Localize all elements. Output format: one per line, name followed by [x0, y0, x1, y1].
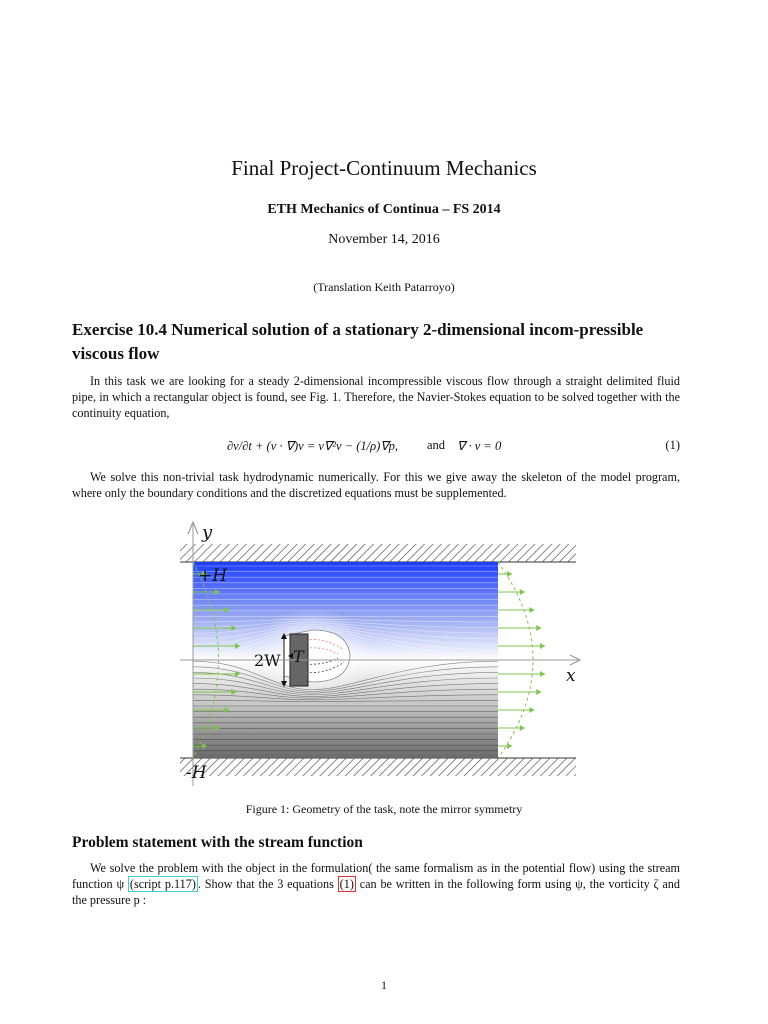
equation-momentum: ∂v/∂t + (v · ∇)v = ν∇²v − (1/ρ)∇p, [227, 439, 399, 453]
thickness-label: T [293, 647, 304, 666]
outlet-velocity-arrow [498, 689, 541, 695]
intro-paragraph: In this task we are looking for a steady 2-dimensional incompressible viscous flow through a straight delimited fluid pipe, in which a rectangular object is found, see Fig. 1. Therefore, the Navier-Stokes equation to be solved together with the continuity equation, [72, 374, 680, 420]
subsection-heading: Problem statement with the stream function [72, 834, 363, 851]
geometry-figure [172, 516, 584, 788]
section-heading: Exercise 10.4 Numerical solution of a stationary 2-dimensional incom-pressible viscous flow [72, 320, 644, 363]
course-subtitle: ETH Mechanics of Continua – FS 2014 [267, 202, 501, 217]
x-axis-label: x [566, 666, 576, 686]
outlet-velocity-arrow [498, 625, 541, 631]
outlet-velocity-arrow [498, 671, 545, 677]
outlet-velocity-arrow [498, 643, 545, 649]
translator-note: (Translation Keith Patarroyo) [313, 280, 455, 294]
outlet-velocity-arrow [498, 589, 525, 595]
page-number: 1 [381, 978, 387, 992]
para3-text-b: . Show that the 3 equations [197, 877, 338, 891]
para3-text-c: can be written in the following form using ψ, the vorticity ζ and the pressure p : [72, 877, 680, 907]
equation-number: (1) [665, 438, 680, 452]
navier-stokes-equation [72, 432, 680, 464]
document-date: November 14, 2016 [328, 232, 440, 247]
outlet-velocity-arrow [498, 607, 535, 613]
equation-reference-link[interactable]: (1) [339, 877, 354, 891]
outlet-velocity-arrow [498, 725, 525, 731]
script-citation-link[interactable]: (script p.117) [129, 877, 196, 891]
y-axis-label: y [202, 522, 213, 543]
equation-continuity: ∇ · v = 0 [457, 439, 502, 453]
width-label: 2W [254, 651, 281, 670]
minus-h-label: -H [186, 763, 207, 783]
plus-h-label: +H [198, 566, 228, 586]
para3-text-a: We solve the problem with the object in the formulation( the same formalism as in the potential flow) using the stream function ψ [72, 861, 680, 891]
top-wall [180, 544, 576, 562]
stream-function-paragraph [72, 860, 680, 908]
figure-caption: Figure 1: Geometry of the task, note the mirror symmetry [245, 802, 523, 816]
page-title: Final Project-Continuum Mechanics [231, 156, 537, 180]
outlet-velocity-arrow [498, 707, 535, 713]
bottom-wall [180, 758, 576, 776]
method-paragraph: We solve this non-trivial task hydrodynamic numerically. For this we give away the skeleton of the model program, where only the boundary conditions and the discretized equations must be supplemented. [72, 470, 680, 500]
equation-and: and [427, 438, 446, 452]
